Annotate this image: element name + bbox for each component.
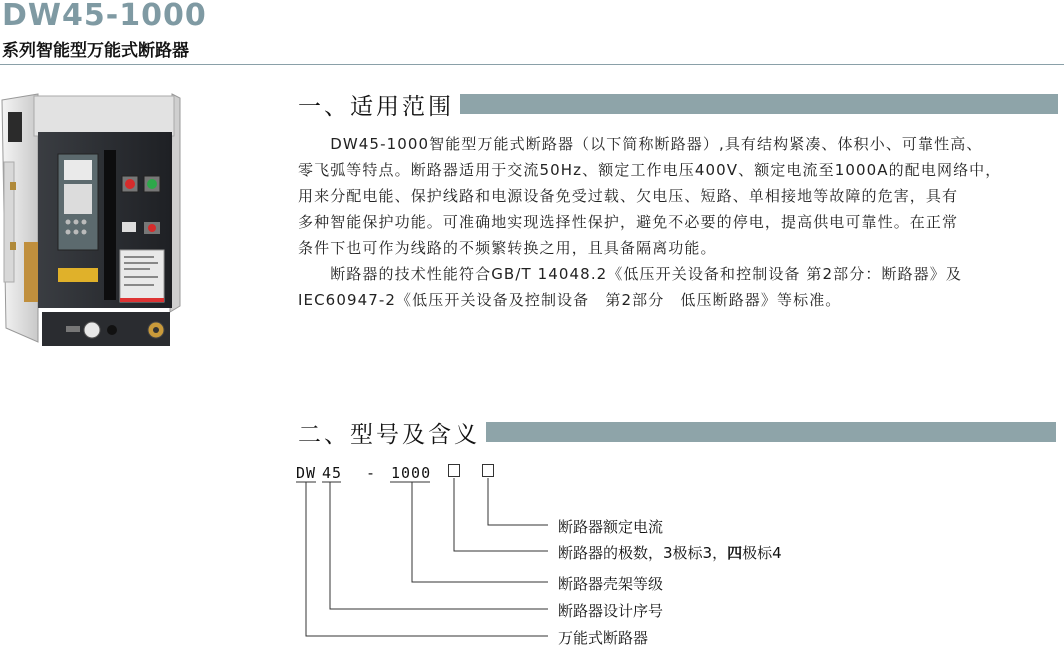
desc-frame-grade: 断路器壳架等级 xyxy=(558,575,664,593)
desc-bold-text: 四 xyxy=(727,544,743,562)
paragraph-line: IEC60947-2《低压开关设备及控制设备 第2部分 低压断路器》等标准。 xyxy=(298,291,842,309)
paragraph-line: DW45-1000智能型万能式断路器（以下简称断路器）,具有结构紧凑、体积小、可靠性高、 xyxy=(298,135,983,153)
code-prefix: DW xyxy=(296,464,317,482)
code-frame: 1000 xyxy=(391,464,432,482)
paragraph-line: 零飞弧等特点。断路器适用于交流50Hz、额定工作电压400V、额定电流至1000A的配电网络中， xyxy=(298,161,1002,179)
section-title: 二、型号及含义 xyxy=(298,421,480,448)
paragraph-line: 条件下也可作为线路的不频繁转换之用，且具备隔离功能。 xyxy=(298,239,717,257)
desc-text: 断路器的极数，3极标3， xyxy=(558,544,728,562)
paragraph-line: 多种智能保护功能。可准确地实现选择性保护，避免不必要的停电，提高供电可靠性。在正常 xyxy=(298,213,959,231)
code-series: 45 xyxy=(322,464,343,482)
desc-rated-current: 断路器额定电流 xyxy=(558,518,664,536)
desc-poles xyxy=(558,542,782,563)
paragraph-line: 用来分配电能、保护线路和电源设备免受过载、欠电压、短路、单相接地等故障的危害，具有 xyxy=(298,187,959,205)
paragraph-line: 断路器的技术性能符合GB/T 14048.2《低压开关设备和控制设备 第2部分：断路器》及 xyxy=(298,265,962,283)
desc-design-no: 断路器设计序号 xyxy=(558,602,664,620)
desc-text: 极标4 xyxy=(742,544,782,562)
code-dash: - xyxy=(366,464,377,482)
desc-type: 万能式断路器 xyxy=(558,629,649,647)
series-subtitle: 系列智能型万能式断路器 xyxy=(2,41,189,61)
model-title: DW45-1000 xyxy=(2,0,207,33)
section-title: 一、适用范围 xyxy=(298,93,454,120)
